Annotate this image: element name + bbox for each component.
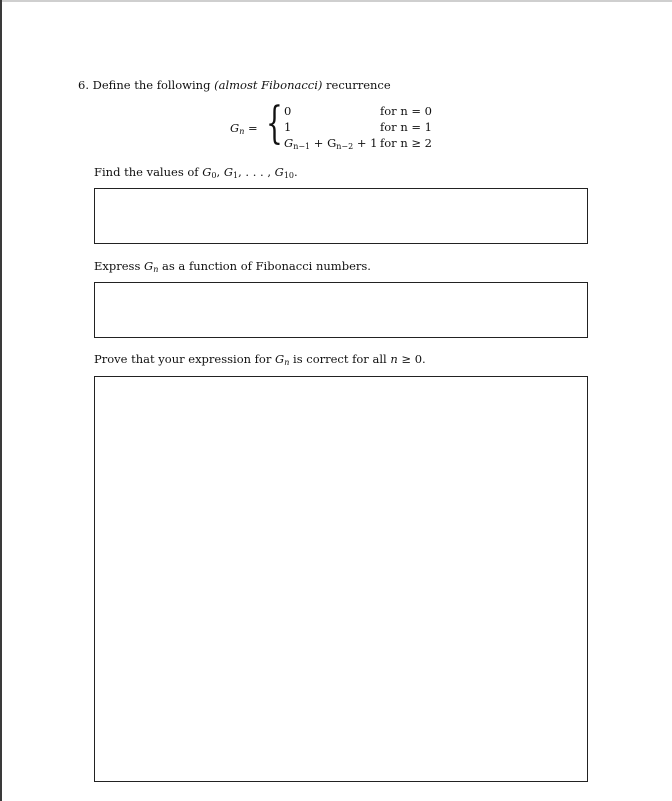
question-header xyxy=(78,80,391,92)
answer-box-proof[interactable] xyxy=(94,376,588,782)
left-brace: { xyxy=(266,98,283,149)
case-condition-1: for n = 1 xyxy=(380,120,433,134)
case-condition-0: for n = 0 xyxy=(380,104,433,118)
prompt-express: Express $G_n$ as a function of Fibonacci numbers. xyxy=(94,259,371,274)
prompt-prove: Prove that your expression for $G_n$ is correct for all n ≥ 0. xyxy=(94,352,426,367)
document-page xyxy=(2,2,672,801)
prompt-find-values: Find the values of $G_0$, $G_1$, . . . , $G_{10}$. xyxy=(94,165,298,180)
recurrence-lhs: $G_n$ = xyxy=(230,121,258,136)
case-condition-2: for n ≥ 2 xyxy=(380,136,433,150)
question-number: 6. xyxy=(78,78,89,92)
question-intro-emphasis: (almost Fibonacci) xyxy=(214,78,323,92)
answer-box-expression[interactable] xyxy=(94,282,588,338)
question-intro: Define the following xyxy=(92,78,211,92)
case-value-2: $G_{n-1} + G_{n-2} + 1$ xyxy=(284,136,378,151)
case-value-1: 1 xyxy=(284,120,292,134)
answer-box-values[interactable] xyxy=(94,188,588,244)
case-value-0: 0 xyxy=(284,104,292,118)
question-intro-end: recurrence xyxy=(326,78,391,92)
